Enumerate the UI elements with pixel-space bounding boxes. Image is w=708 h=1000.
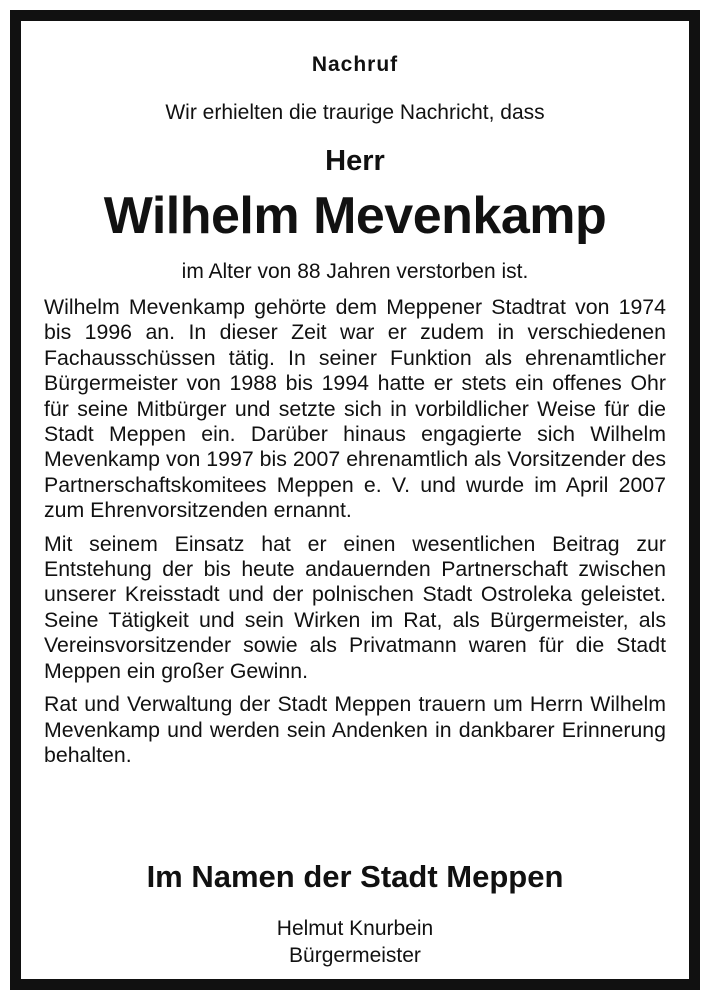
age-line: im Alter von 88 Jahren verstorben ist. <box>181 260 529 283</box>
closing-line: Im Namen der Stadt Meppen <box>146 859 564 894</box>
signer-name: Helmut Knurbein <box>276 917 434 940</box>
body-paragraph-1: Wilhelm Mevenkamp gehörte dem Meppener Stadtrat von 1974 bis 1996 an. In dieser Zeit war er zudem in verschiedenen Fachausschüssen tätig. In seiner Funktion als ehrenamtlicher Bürgermeister von 1988 bis 1994 hatte er stets ein offenes Ohr für seine Mitbürger und setzte sich in vorbildlicher Weise für die Stadt Meppen ein. Darüber hinaus engagierte sich Wilhelm Mevenkamp von 1997 bis 2007 ehrenamtlich als Vorsitzender des Partnerschaftskomitees Meppen e. V. und wurde im April 2007 zum Ehrenvorsitzenden ernannt. <box>44 295 666 523</box>
obituary-frame <box>10 10 700 990</box>
body-paragraph-3: Rat und Verwaltung der Stadt Meppen trauern um Herrn Wilhelm Mevenkamp und werden sein Andenken in dankbarer Erinnerung behalten. <box>44 692 666 767</box>
salutation: Herr <box>325 145 385 177</box>
deceased-name: Wilhelm Mevenkamp <box>103 187 607 245</box>
signer-title: Bürgermeister <box>289 944 421 967</box>
signature-block <box>21 915 689 969</box>
body-paragraph-2: Mit seinem Einsatz hat er einen wesentlichen Beitrag zur Entstehung der bis heute andauernden Partnerschaft zwischen unserer Kreisstadt und der polnischen Stadt Ostroleka geleistet. Seine Tätigkeit und sein Wirken im Rat, als Bürgermeister, als Vereinsvorsitzender sowie als Privatmann waren für die Stadt Meppen ein großer Gewinn. <box>44 531 666 683</box>
obituary-body <box>44 295 666 776</box>
obituary-content <box>21 21 689 979</box>
intro-line: Wir erhielten die traurige Nachricht, dass <box>165 101 545 124</box>
obituary-heading: Nachruf <box>311 53 399 76</box>
